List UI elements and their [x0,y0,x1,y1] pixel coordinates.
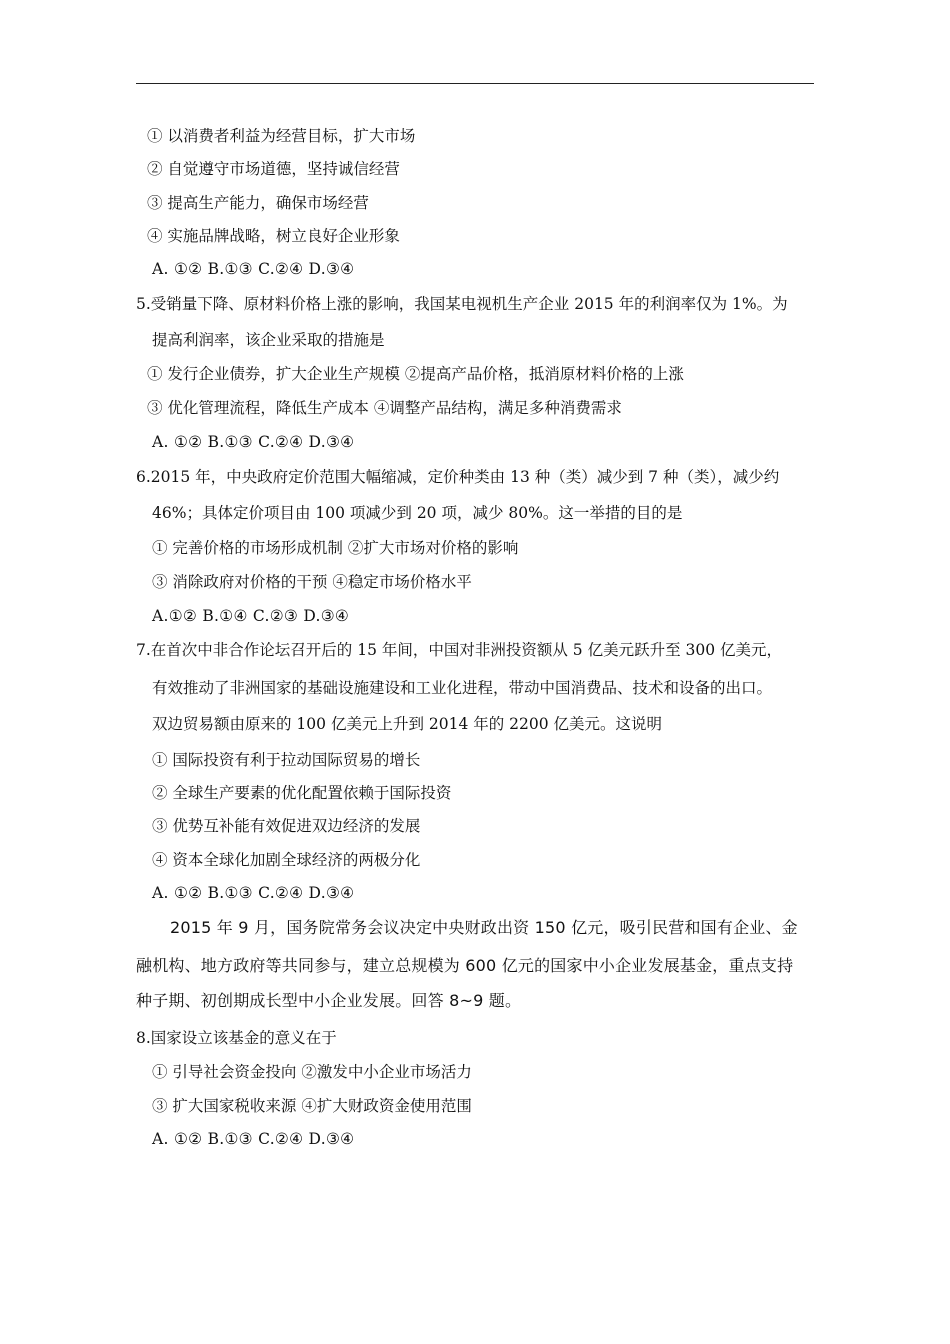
q5-stem-line-1: 5.受销量下降、原材料价格上涨的影响，我国某电视机生产企业 2015 年的利润率仅为 1%。为 [136,295,788,313]
q7-option-2: ② 全球生产要素的优化配置依赖于国际投资 [152,784,452,802]
q4-option-4: ④ 实施品牌战略，树立良好企业形象 [147,227,400,245]
q4-answers: A. ①② B.①③ C.②④ D.③④ [152,260,355,278]
q8-options-line-2: ③ 扩大国家税收来源 ④扩大财政资金使用范围 [152,1097,472,1115]
q6-stem-line-1: 6.2015 年，中央政府定价范围大幅缩减，定价种类由 13 种（类）减少到 7 种（类），减少约 [136,468,780,486]
q7-option-4: ④ 资本全球化加剧全球经济的两极分化 [152,851,421,869]
q4-option-1: ① 以消费者利益为经营目标，扩大市场 [147,127,416,145]
q6-options-line-1: ① 完善价格的市场形成机制 ②扩大市场对价格的影响 [152,539,519,557]
q4-option-3: ③ 提高生产能力，确保市场经营 [147,194,369,212]
q4-option-2: ② 自觉遵守市场道德，坚持诚信经营 [147,160,400,178]
q5-options-line-2: ③ 优化管理流程，降低生产成本 ④调整产品结构，满足多种消费需求 [147,399,622,417]
q6-options-line-2: ③ 消除政府对价格的干预 ④稳定市场价格水平 [152,573,472,591]
header-rule [136,83,814,84]
q7-answers: A. ①② B.①③ C.②④ D.③④ [152,884,355,902]
q6-answers: A.①② B.①④ C.②③ D.③④ [152,607,350,625]
q5-stem-line-2: 提高利润率，该企业采取的措施是 [152,331,385,349]
q8-options-line-1: ① 引导社会资金投向 ②激发中小企业市场活力 [152,1063,472,1081]
q8-stem: 8.国家设立该基金的意义在于 [136,1029,337,1047]
q7-stem-line-2: 有效推动了非洲国家的基础设施建设和工业化进程，带动中国消费品、技术和设备的出口。 [152,679,773,697]
q7-option-3: ③ 优势互补能有效促进双边经济的发展 [152,817,421,835]
q7-stem-line-3: 双边贸易额由原来的 100 亿美元上升到 2014 年的 2200 亿美元。这说明 [152,715,663,733]
q7-option-1: ① 国际投资有利于拉动国际贸易的增长 [152,751,421,769]
q5-answers: A. ①② B.①③ C.②④ D.③④ [152,433,355,451]
q6-stem-line-2: 46%；具体定价项目由 100 项减少到 20 项，减少 80%。这一举措的目的是 [152,504,683,522]
q5-options-line-1: ① 发行企业债券，扩大企业生产规模 ②提高产品价格，抵消原材料价格的上涨 [147,365,684,383]
material-line-1: 2015 年 9 月，国务院常务会议决定中央财政出资 150 亿元，吸引民营和国有企业、金 [170,918,798,937]
q7-stem-line-1: 7.在首次中非合作论坛召开后的 15 年间，中国对非洲投资额从 5 亿美元跃升至 300 亿美元， [136,641,783,659]
q8-answers: A. ①② B.①③ C.②④ D.③④ [152,1130,355,1148]
material-line-3: 种子期、初创期成长型中小企业发展。回答 8~9 题。 [136,991,522,1010]
material-line-2: 融机构、地方政府等共同参与，建立总规模为 600 亿元的国家中小企业发展基金，重点支持 [136,956,794,975]
